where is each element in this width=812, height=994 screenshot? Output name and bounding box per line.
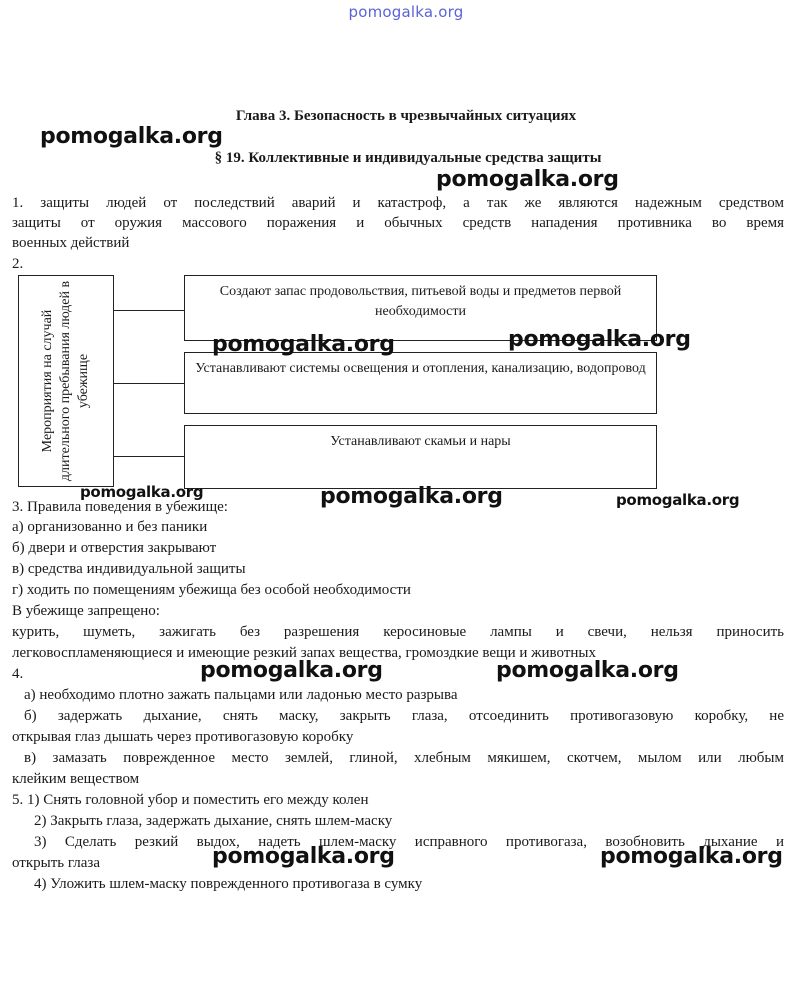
diagram-box-3: Устанавливают скамьи и нары	[184, 425, 657, 489]
forbidden-line-2: легковоспламеняющиеся и имеющие резкий запах вещества, громоздкие вещи и животных	[12, 645, 596, 661]
watermark: pomogalka.org	[616, 491, 740, 509]
diagram-connector	[114, 383, 184, 384]
answer-5-step-2: 2) Закрыть глаза, задержать дыхание, снять шлем-маску	[34, 813, 393, 829]
watermark: pomogalka.org	[600, 844, 783, 869]
answer-4-label: 4.	[12, 666, 24, 682]
answer-1-line-1: 1. защиты людей от последствий аварий и катастроф, а так же являются надежным средством	[12, 195, 784, 211]
answer-3-item-c: в) средства индивидуальной защиты	[12, 561, 246, 577]
answer-4-c-line-1: в) замазать поврежденное место землей, глиной, хлебным мякишем, скотчем, мылом или любым	[24, 750, 784, 766]
watermark: pomogalka.org	[212, 332, 395, 357]
forbidden-title: В убежище запрещено:	[12, 603, 160, 619]
answer-3-item-a: а) организованно и без паники	[12, 519, 208, 535]
answer-5-step-3-line-2: открыть глаза	[12, 855, 100, 871]
answer-4-b-line-2: открывая глаз дышать через противогазовую коробку	[12, 729, 354, 745]
diagram-left-label: Мероприятия на случай длительного пребывания людей в убежище	[40, 280, 91, 482]
answer-4-c-line-2: клейким веществом	[12, 771, 140, 787]
watermark: pomogalka.org	[80, 483, 204, 501]
watermark: pomogalka.org	[508, 327, 691, 352]
answer-4-a: а) необходимо плотно зажать пальцами или ладонью место разрыва	[24, 687, 458, 703]
answer-5-step-1: 5. 1) Снять головной убор и поместить его между колен	[12, 792, 369, 808]
watermark: pomogalka.org	[496, 658, 679, 683]
answer-1-line-2: защиты от оружия массового поражения и обычных средств нападения противника во время	[12, 215, 784, 231]
answer-4-b-line-1: б) задержать дыхание, снять маску, закрыть глаза, отсоединить противогазовую коробку, не	[24, 708, 784, 724]
forbidden-line-1: курить, шуметь, зажигать без разрешения керосиновые лампы и свечи, нельзя приносить	[12, 624, 784, 640]
watermark: pomogalka.org	[436, 167, 619, 192]
answer-3-title: 3. Правила поведения в убежище:	[12, 499, 228, 515]
answer-3-item-d: г) ходить по помещениям убежища без особой необходимости	[12, 582, 411, 598]
diagram-box-2: Устанавливают системы освещения и отопления, канализацию, водопровод	[184, 352, 657, 414]
answer-1-line-3: военных действий	[12, 235, 130, 251]
watermark: pomogalka.org	[200, 658, 383, 683]
answer-2-label: 2.	[12, 256, 24, 272]
answer-3-item-b: б) двери и отверстия закрывают	[12, 540, 217, 556]
diagram-left-box	[18, 275, 114, 487]
answer-5-step-3-line-1: 3) Сделать резкий выдох, надеть шлем-маску исправного противогаза, возобновить дыхание и	[34, 834, 784, 850]
diagram-connector	[114, 310, 184, 311]
answer-5-step-4: 4) Уложить шлем-маску поврежденного противогаза в сумку	[34, 876, 423, 892]
section-title: § 19. Коллективные и индивидуальные средства защиты	[214, 150, 602, 166]
diagram-box-1: Создают запас продовольствия, питьевой воды и предметов первой необходимости	[184, 275, 657, 341]
chapter-title: Глава 3. Безопасность в чрезвычайных ситуациях	[235, 108, 577, 124]
site-header[interactable]: pomogalka.org	[348, 3, 464, 21]
watermark: pomogalka.org	[212, 844, 395, 869]
diagram-connector	[114, 456, 184, 457]
watermark: pomogalka.org	[40, 124, 223, 149]
watermark: pomogalka.org	[320, 484, 503, 509]
